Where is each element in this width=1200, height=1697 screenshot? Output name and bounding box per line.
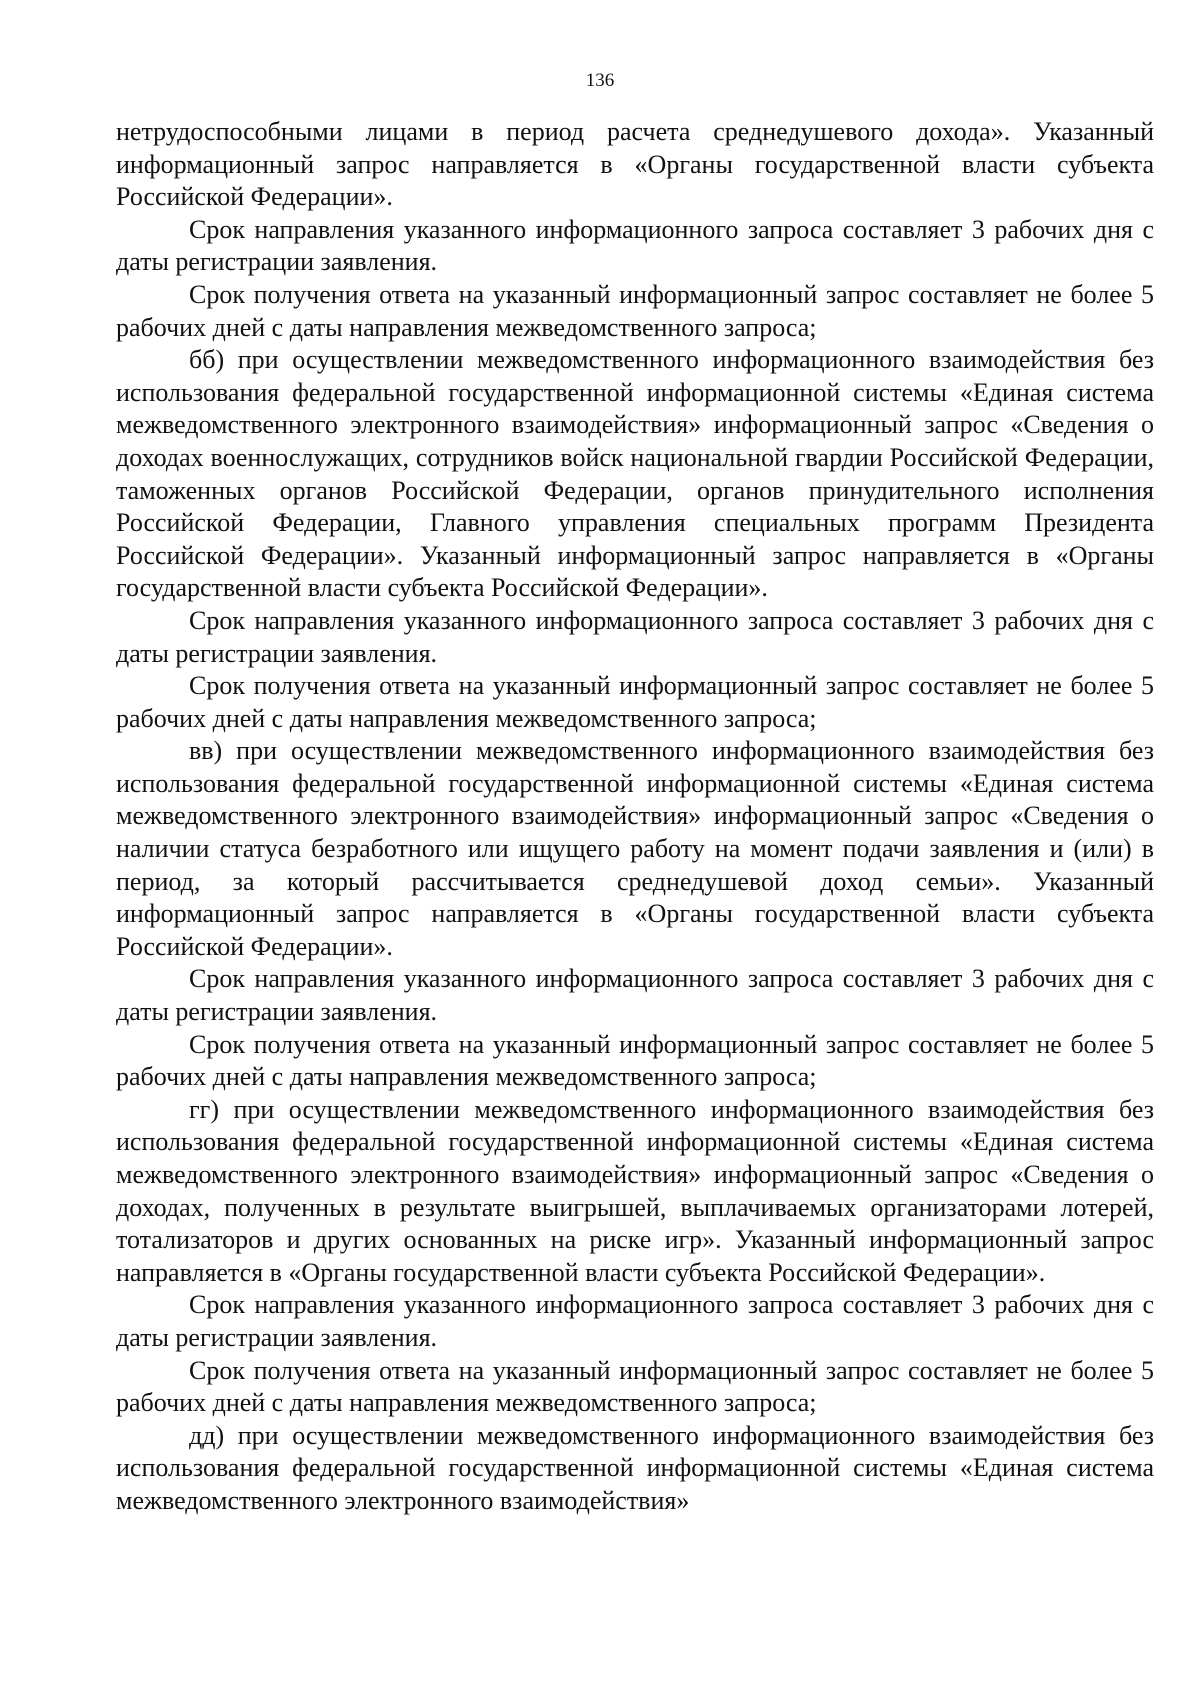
paragraph-continuation: нетрудоспособными лицами в период расчета среднедушевого дохода». Указанный информационный запрос направляется в «Органы государственной власти субъекта Российской Федерации». — [116, 117, 1154, 212]
paragraph-item-dd: дд) при осуществлении межведомственного информационного взаимодействия без использования федеральной государственной информационной системы «Единая система межведомственного электронного взаимодействия» — [116, 1420, 1154, 1515]
paragraph-deadline-sending: Срок направления указанного информационного запроса составляет 3 рабочих дня с даты регистрации заявления. — [116, 214, 1154, 277]
paragraph-deadline-sending: Срок направления указанного информационного запроса составляет 3 рабочих дня с даты регистрации заявления. — [116, 964, 1154, 1027]
paragraph-deadline-sending: Срок направления указанного информационного запроса составляет 3 рабочих дня с даты регистрации заявления. — [116, 605, 1154, 668]
paragraph-item-gg: гг) при осуществлении межведомственного информационного взаимодействия без использования федеральной государственной информационной системы «Единая система межведомственного электронного взаимодействия» информационный запрос «Сведения о доходах, полученных в результате выигрышей, выплачиваемых организаторами лотерей, тотализаторов и других основанных на риске игр». Указанный информационный запрос направляется в «Органы государственной власти субъекта Российской Федерации». — [116, 1094, 1154, 1287]
paragraph-deadline-response: Срок получения ответа на указанный информационный запрос составляет не более 5 рабочих дней с даты направления межведомственного запроса; — [116, 1355, 1154, 1418]
paragraph-deadline-response: Срок получения ответа на указанный информационный запрос составляет не более 5 рабочих дней с даты направления межведомственного запроса; — [116, 1029, 1154, 1092]
page-number: 136 — [585, 70, 615, 91]
paragraph-deadline-sending: Срок направления указанного информационного запроса составляет 3 рабочих дня с даты регистрации заявления. — [116, 1290, 1154, 1352]
paragraph-item-vv: вв) при осуществлении межведомственного информационного взаимодействия без использования федеральной государственной информационной системы «Единая система межведомственного электронного взаимодействия» информационный запрос «Сведения о наличии статуса безработного или ищущего работу на момент подачи заявления и (или) в период, за который рассчитывается среднедушевой доход семьи». Указанный информационный запрос направляется в «Органы государственной власти субъекта Российской Федерации». — [116, 736, 1154, 961]
paragraph-item-bb: бб) при осуществлении межведомственного информационного взаимодействия без использования федеральной государственной информационной системы «Единая система межведомственного электронного взаимодействия» информационный запрос «Сведения о доходах военнослужащих, сотрудников войск национальной гвардии Российской Федерации, таможенных органов Российской Федерации, органов принудительного исполнения Российской Федерации, Главного управления специальных программ Президента Российской Федерации». Указанный информационный запрос направляется в «Органы государственной власти субъекта Российской Федерации». — [116, 345, 1154, 603]
paragraph-deadline-response: Срок получения ответа на указанный информационный запрос составляет не более 5 рабочих дней с даты направления межведомственного запроса; — [116, 279, 1154, 342]
document-body — [116, 116, 1154, 1518]
paragraph-deadline-response: Срок получения ответа на указанный информационный запрос составляет не более 5 рабочих дней с даты направления межведомственного запроса; — [116, 671, 1154, 733]
